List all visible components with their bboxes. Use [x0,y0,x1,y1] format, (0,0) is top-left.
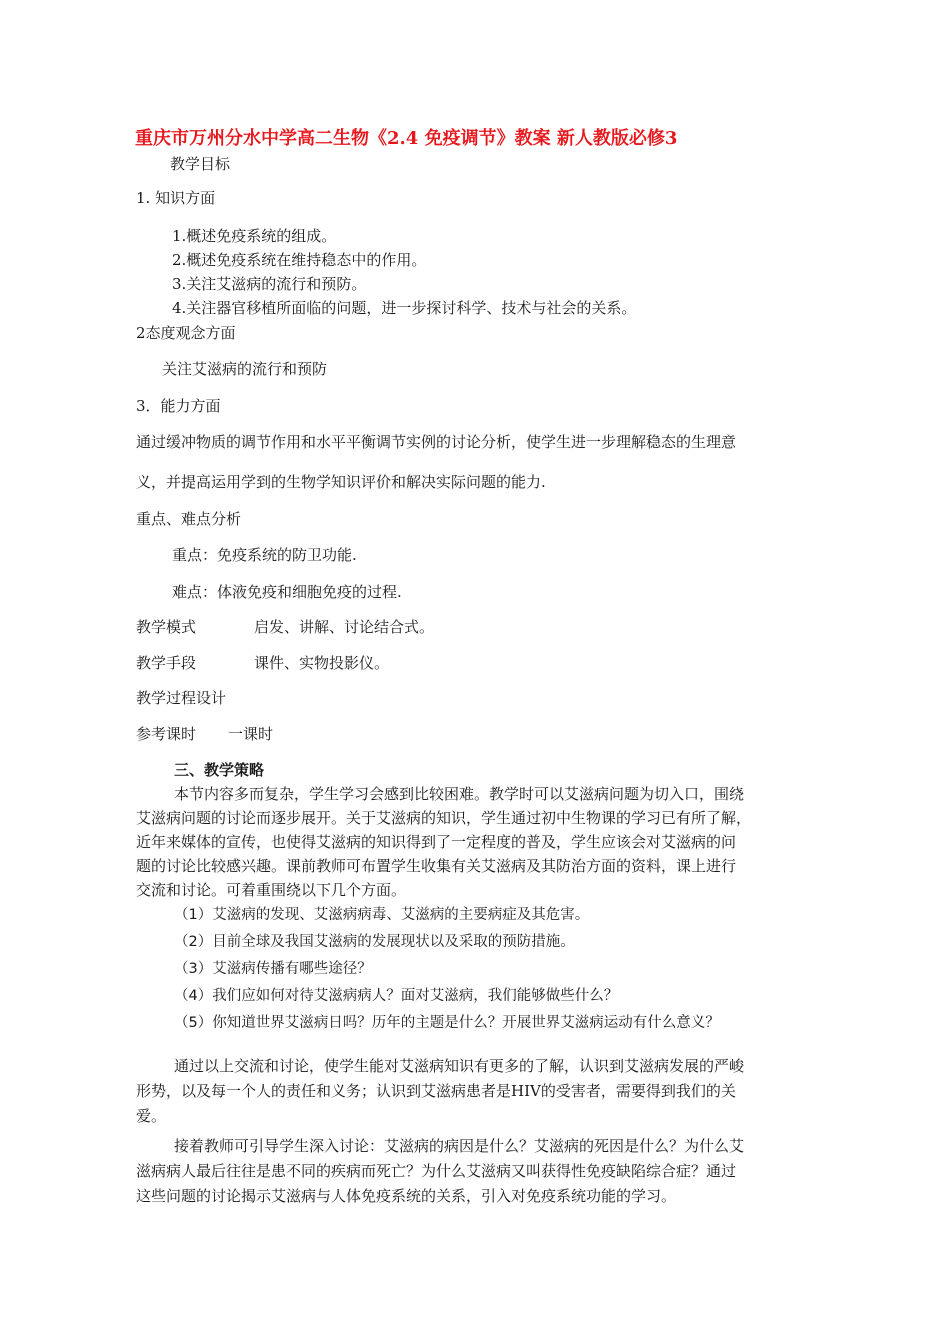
strategy-intro-line: 近年来媒体的宣传，也使得艾滋病的知识得到了一定程度的普及，学生应该会对艾滋病的问 [136,833,737,851]
discussion-question: （1）艾滋病的发现、艾滋病病毒、艾滋病的主要病症及其危害。 [174,907,590,923]
paragraph-line: 形势，以及每一个人的责任和义务；认识到艾滋病患者是HIV的受害者，需要得到我们的关 [136,1082,736,1100]
class-hours-value: 一课时 [228,725,274,743]
knowledge-item: 1.概述免疫系统的组成。 [172,227,337,245]
teaching-mode-label: 教学模式 [136,618,197,636]
strategy-heading: 三、教学策略 [174,761,265,779]
discussion-question: （4）我们应如何对待艾滋病病人？面对艾滋病，我们能够做些什么？ [174,988,619,1004]
teaching-means-label: 教学手段 [136,654,197,672]
teaching-mode-value: 启发、讲解、讨论结合式。 [254,618,435,636]
discussion-question: （2）目前全球及我国艾滋病的发展现状以及采取的预防措施。 [174,934,575,950]
teaching-means-value: 课件、实物投影仪。 [254,654,390,672]
paragraph-line: 滋病病人最后往往是患不同的疾病而死亡？为什么艾滋病又叫获得性免疫缺陷综合症？通过 [136,1162,737,1180]
attitude-heading: 2态度观念方面 [136,324,236,342]
knowledge-item: 3.关注艾滋病的流行和预防。 [172,275,367,293]
difficulty-point: 难点：体液免疫和细胞免疫的过程. [172,583,402,601]
ability-line: 义，并提高运用学到的生物学知识评价和解决实际问题的能力. [136,473,546,491]
knowledge-heading: 1. 知识方面 [136,189,216,207]
discussion-question: （3）艾滋病传播有哪些途径？ [174,961,372,977]
ability-heading: 3．能力方面 [136,397,221,415]
attitude-text: 关注艾滋病的流行和预防 [162,360,328,378]
paragraph-line: 爱。 [136,1107,167,1125]
ability-line: 通过缓冲物质的调节作用和水平平衡调节实例的讨论分析，使学生进一步理解稳态的生理意 [136,433,737,451]
document-title: 重庆市万州分水中学高二生物《2.4 免疫调节》教案 新人教版必修3 [135,128,678,149]
knowledge-item: 2.概述免疫系统在维持稳态中的作用。 [172,251,427,269]
strategy-intro-line: 本节内容多而复杂，学生学习会感到比较困难。教学时可以艾滋病问题为切入口，围绕 [174,785,745,803]
process-heading: 教学过程设计 [136,689,227,707]
class-hours-label: 参考课时 [136,725,197,743]
knowledge-item: 4.关注器官移植所面临的问题，进一步探讨科学、技术与社会的关系。 [172,299,637,317]
strategy-intro-line: 题的讨论比较感兴趣。课前教师可布置学生收集有关艾滋病及其防治方面的资料，课上进行 [136,857,737,875]
key-point: 重点：免疫系统的防卫功能. [172,546,357,564]
key-points-heading: 重点、难点分析 [136,510,242,528]
paragraph-line: 接着教师可引导学生深入讨论：艾滋病的病因是什么？艾滋病的死因是什么？为什么艾 [174,1137,745,1155]
discussion-question: （5）你知道世界艾滋病日吗？历年的主题是什么？开展世界艾滋病运动有什么意义？ [174,1015,720,1031]
paragraph-line: 这些问题的讨论揭示艾滋病与人体免疫系统的关系，引入对免疫系统功能的学习。 [136,1187,677,1205]
paragraph-line: 通过以上交流和讨论，使学生能对艾滋病知识有更多的了解，认识到艾滋病发展的严峻 [174,1057,745,1075]
strategy-intro-line: 交流和讨论。可着重围绕以下几个方面。 [136,881,407,899]
strategy-intro-line: 艾滋病问题的讨论而逐步展开。关于艾滋病的知识，学生通过初中生物课的学习已有所了解， [136,809,752,827]
teaching-goals-heading: 教学目标 [170,155,231,173]
